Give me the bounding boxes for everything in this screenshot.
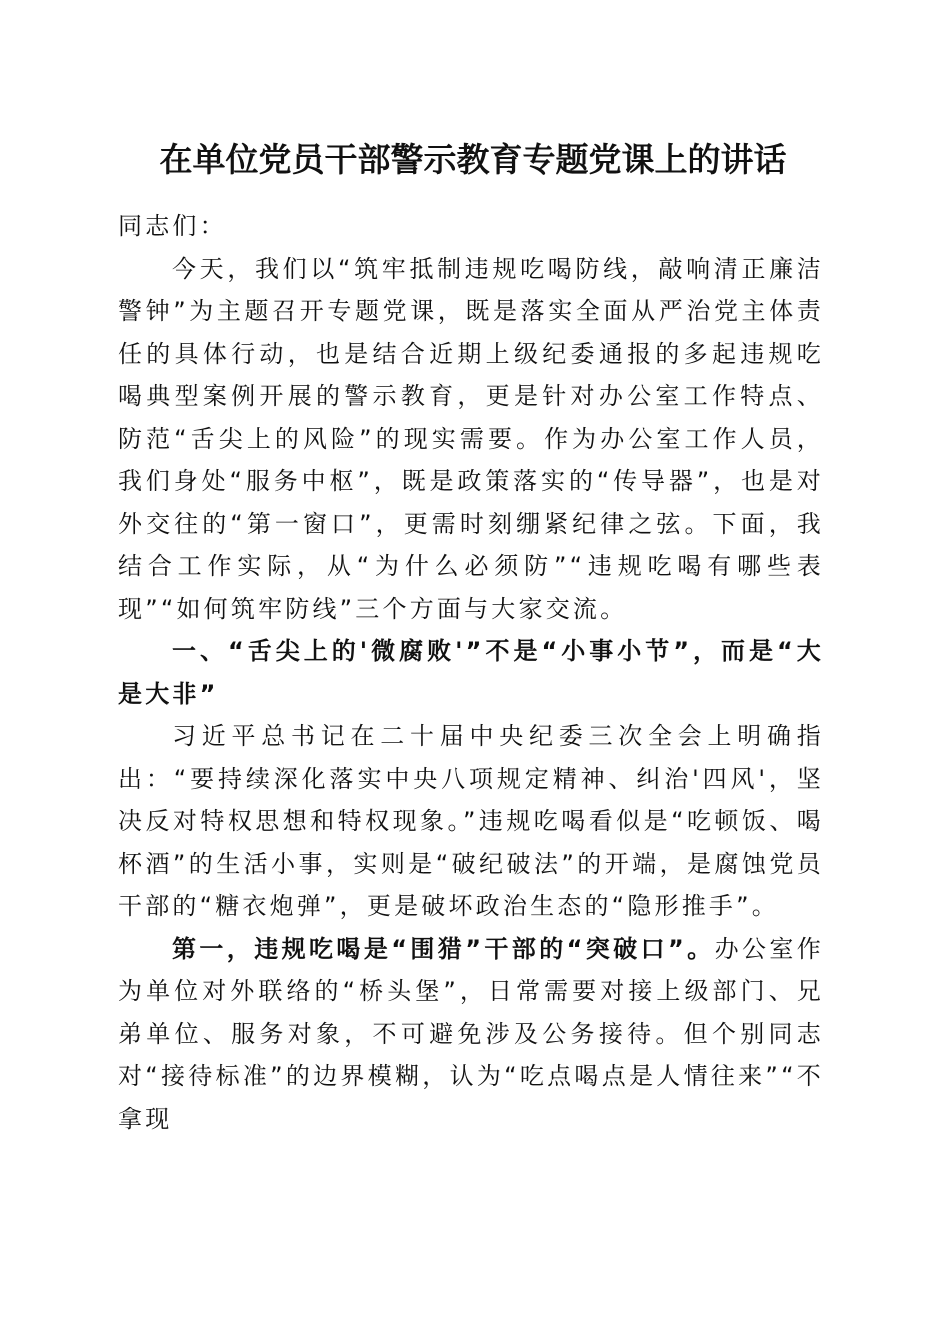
document-page — [118, 0, 828, 1344]
point-1-paragraph — [118, 928, 824, 1141]
section-heading-1: 一、“舌尖上的'微腐败'”不是“小事小节”，而是“大是大非” — [118, 637, 824, 708]
section-1-paragraph: 习近平总书记在二十届中央纪委三次全会上明确指出：“要持续深化落实中央八项规定精神、纠治'四风'，坚决反对特权思想和特权现象。”违规吃喝看似是“吃顿饭、喝杯酒”的生活小事，实则是“破纪破法”的开端，是腐蚀党员干部的“糖衣炮弹”，更是破坏政治生态的“隐形推手”。 — [118, 722, 824, 920]
point-1-lead: 第一，违规吃喝是“围猎”干部的“突破口”。 — [172, 934, 715, 963]
intro-paragraph: 今天，我们以“筑牢抵制违规吃喝防线，敲响清正廉洁警钟”为主题召开专题党课，既是落实全面从严治党主体责任的具体行动，也是结合近期上级纪委通报的多起违规吃喝典型案例开展的警示教育，更是针对办公室工作特点、防范“舌尖上的风险”的现实需要。作为办公室工作人员，我们身处“服务中枢”，既是政策落实的“传导器”，也是对外交往的“第一窗口”，更需时刻绷紧纪律之弦。下面，我结合工作实际，从“为什么必须防”“违规吃喝有哪些表现”“如何筑牢防线”三个方面与大家交流。 — [118, 254, 824, 623]
point-1-text: 办公室作为单位对外联络的“桥头堡”，日常需要对接上级部门、兄弟单位、服务对象，不可避免涉及公务接待。但个别同志对“接待标准”的边界模糊，认为“吃点喝点是人情往来”“不拿现 — [118, 934, 824, 1133]
greeting: 同志们： — [118, 212, 227, 240]
document-body — [118, 205, 824, 1140]
document-title: 在单位党员干部警示教育专题党课上的讲话 — [159, 140, 787, 179]
